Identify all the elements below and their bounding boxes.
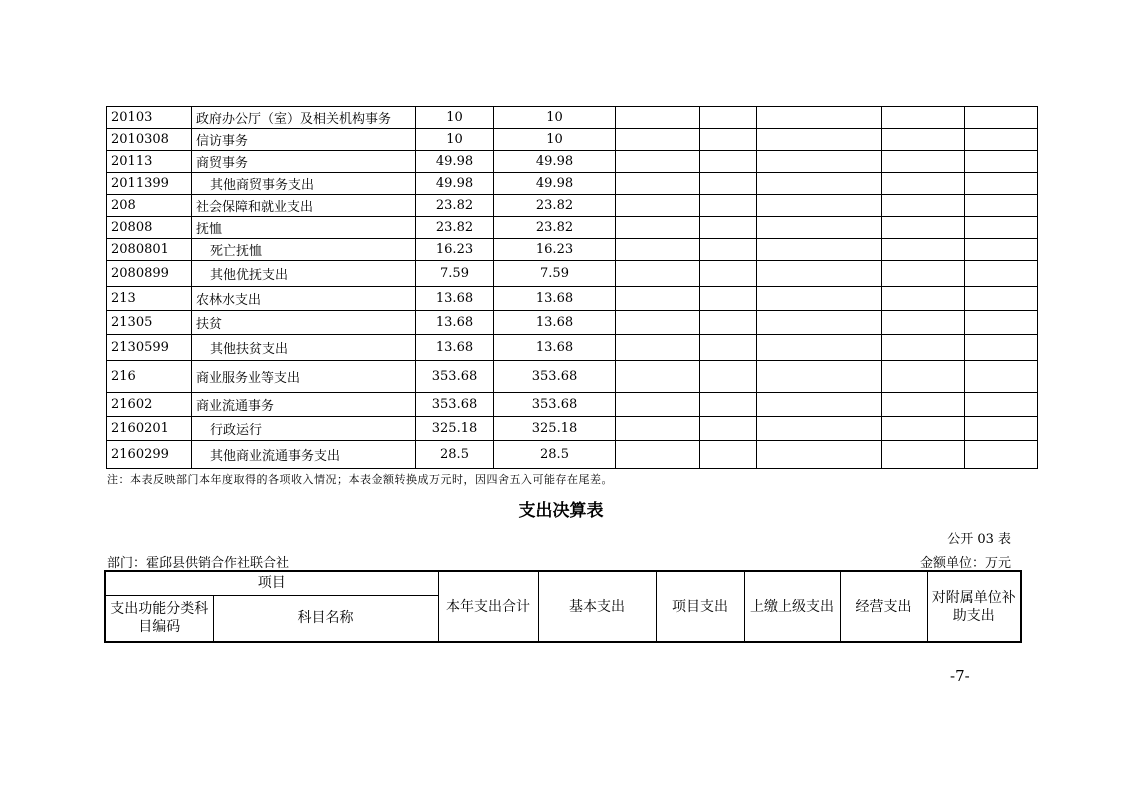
basic-expenditure: 353.68	[494, 361, 616, 393]
total-expenditure: 49.98	[416, 173, 494, 195]
header-item: 项目	[105, 571, 438, 595]
basic-expenditure: 23.82	[494, 217, 616, 239]
subject-name: 信访事务	[192, 129, 416, 151]
subject-name: 死亡抚恤	[192, 239, 416, 261]
table-row	[107, 417, 1038, 441]
total-expenditure: 16.23	[416, 239, 494, 261]
table-row	[107, 239, 1038, 261]
table-row	[107, 261, 1038, 287]
table-note: 注：本表反映部门本年度取得的各项收入情况；本表金额转换成万元时，因四舍五入可能存在尾差。	[107, 473, 613, 486]
function-code: 2010308	[107, 129, 192, 151]
function-code: 2130599	[107, 335, 192, 361]
function-code: 208	[107, 195, 192, 217]
total-expenditure: 23.82	[416, 195, 494, 217]
function-code: 20103	[107, 107, 192, 129]
table-row	[107, 361, 1038, 393]
basic-expenditure: 28.5	[494, 441, 616, 469]
table-row	[107, 151, 1038, 173]
basic-expenditure: 325.18	[494, 417, 616, 441]
basic-expenditure: 353.68	[494, 393, 616, 417]
function-code: 20113	[107, 151, 192, 173]
total-expenditure: 10	[416, 129, 494, 151]
table-row	[107, 311, 1038, 335]
header-subsidy: 对附属单位补助支出	[927, 571, 1021, 642]
table-row	[107, 129, 1038, 151]
subject-name: 商业服务业等支出	[192, 361, 416, 393]
subject-name: 政府办公厅（室）及相关机构事务	[192, 107, 416, 129]
subject-name: 农林水支出	[192, 287, 416, 311]
total-expenditure: 13.68	[416, 335, 494, 361]
table-row	[107, 195, 1038, 217]
function-code: 21602	[107, 393, 192, 417]
basic-expenditure: 13.68	[494, 287, 616, 311]
total-expenditure: 325.18	[416, 417, 494, 441]
subject-name: 扶贫	[192, 311, 416, 335]
header-project: 项目支出	[656, 571, 744, 642]
table-row	[107, 393, 1038, 417]
table-row	[107, 217, 1038, 239]
function-code: 2080801	[107, 239, 192, 261]
total-expenditure: 7.59	[416, 261, 494, 287]
subject-name: 抚恤	[192, 217, 416, 239]
header-code: 支出功能分类科目编码	[105, 595, 213, 642]
header-business: 经营支出	[840, 571, 927, 642]
function-code: 216	[107, 361, 192, 393]
table-row	[107, 287, 1038, 311]
total-expenditure: 10	[416, 107, 494, 129]
total-expenditure: 28.5	[416, 441, 494, 469]
total-expenditure: 23.82	[416, 217, 494, 239]
form-number: 公开 03 表	[947, 532, 1011, 547]
basic-expenditure: 49.98	[494, 151, 616, 173]
table-row	[107, 173, 1038, 195]
basic-expenditure: 16.23	[494, 239, 616, 261]
table-row	[107, 107, 1038, 129]
expenditure-header-table	[104, 570, 1022, 643]
expenditure-detail-table	[106, 106, 1038, 469]
total-expenditure: 13.68	[416, 311, 494, 335]
function-code: 2011399	[107, 173, 192, 195]
header-total: 本年支出合计	[438, 571, 538, 642]
function-code: 21305	[107, 311, 192, 335]
table-row	[107, 335, 1038, 361]
subject-name: 社会保障和就业支出	[192, 195, 416, 217]
total-expenditure: 13.68	[416, 287, 494, 311]
department-label: 部门：霍邱县供销合作社联合社	[107, 556, 290, 571]
basic-expenditure: 13.68	[494, 311, 616, 335]
function-code: 2160299	[107, 441, 192, 469]
table-row	[107, 441, 1038, 469]
basic-expenditure: 7.59	[494, 261, 616, 287]
header-basic: 基本支出	[538, 571, 656, 642]
function-code: 213	[107, 287, 192, 311]
subject-name: 其他商贸事务支出	[192, 173, 416, 195]
subject-name: 其他商业流通事务支出	[192, 441, 416, 469]
subject-name: 商贸事务	[192, 151, 416, 173]
header-name: 科目名称	[213, 595, 438, 642]
header-upper: 上缴上级支出	[744, 571, 840, 642]
basic-expenditure: 23.82	[494, 195, 616, 217]
function-code: 20808	[107, 217, 192, 239]
amount-unit-label: 金额单位：万元	[919, 556, 1011, 571]
function-code: 2080899	[107, 261, 192, 287]
basic-expenditure: 10	[494, 129, 616, 151]
subject-name: 商业流通事务	[192, 393, 416, 417]
function-code: 2160201	[107, 417, 192, 441]
total-expenditure: 353.68	[416, 393, 494, 417]
subject-name: 其他扶贫支出	[192, 335, 416, 361]
subject-name: 其他优抚支出	[192, 261, 416, 287]
basic-expenditure: 13.68	[494, 335, 616, 361]
page-number: -7-	[950, 667, 970, 685]
subject-name: 行政运行	[192, 417, 416, 441]
total-expenditure: 49.98	[416, 151, 494, 173]
basic-expenditure: 49.98	[494, 173, 616, 195]
total-expenditure: 353.68	[416, 361, 494, 393]
basic-expenditure: 10	[494, 107, 616, 129]
page-title: 支出决算表	[518, 501, 604, 521]
